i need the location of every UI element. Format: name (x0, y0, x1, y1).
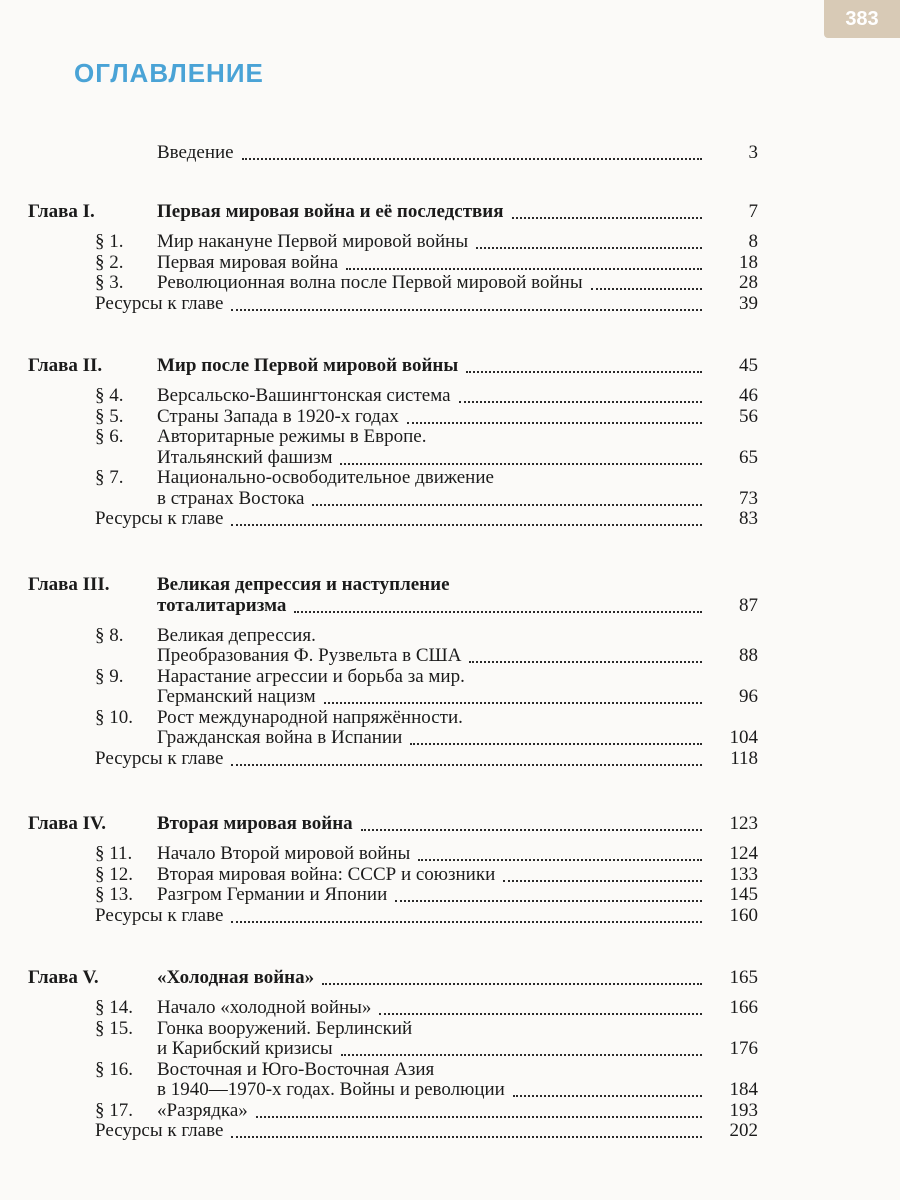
section-page: 133 (729, 863, 758, 885)
toc-section-entry[interactable] (0, 447, 900, 469)
section-number: § 5. (95, 405, 124, 427)
section-title: Страны Запада в 1920-х годах (157, 405, 399, 427)
toc-section-entry[interactable] (0, 1018, 900, 1040)
section-page: 166 (729, 997, 758, 1018)
toc-section-entry[interactable] (0, 1059, 900, 1081)
section-page: 8 (748, 231, 758, 252)
chapter-title: «Холодная война» (157, 967, 315, 988)
section-page: 56 (739, 405, 758, 427)
dot-leader (476, 247, 702, 249)
toc-section-entry[interactable] (0, 488, 900, 510)
section-page: 88 (739, 645, 758, 666)
resources-page: 39 (739, 292, 758, 314)
section-title: Германский нацизм (157, 686, 316, 707)
section-page: 96 (739, 686, 758, 707)
toc-section-entry[interactable] (0, 686, 900, 708)
dot-leader (322, 983, 702, 985)
toc-section-entry[interactable] (0, 884, 900, 906)
section-number: § 4. (95, 385, 124, 406)
section-number: § 10. (95, 706, 133, 728)
section-page: 184 (729, 1079, 758, 1100)
chapter-label: Глава III. (28, 574, 110, 595)
dot-leader (231, 921, 702, 923)
resources-label: Ресурсы к главе (95, 508, 224, 529)
chapter-page: 123 (729, 813, 758, 834)
dot-leader (459, 401, 702, 403)
section-title: в 1940—1970-х годах. Войны и революции (157, 1079, 505, 1100)
section-title: Рост международной напряжённости. (157, 706, 463, 728)
toc-resources-entry[interactable] (0, 1120, 900, 1142)
dot-leader (346, 268, 702, 270)
section-number: § 17. (95, 1099, 133, 1121)
section-number: § 6. (95, 426, 124, 447)
chapter-title: Вторая мировая война (157, 813, 353, 834)
dot-leader (410, 743, 702, 745)
dot-leader (231, 764, 702, 766)
resources-page: 83 (739, 508, 758, 529)
toc-section-entry[interactable] (0, 843, 900, 865)
resources-label: Ресурсы к главе (95, 904, 224, 926)
toc-section-entry[interactable] (0, 997, 900, 1019)
page-number: 383 (824, 0, 900, 38)
resources-page: 118 (730, 747, 758, 769)
chapter-label: Глава II. (28, 355, 103, 376)
page-title: ОГЛАВЛЕНИЕ (74, 58, 264, 88)
chapter-label: Глава I. (28, 201, 95, 222)
section-title: и Карибский кризисы (157, 1038, 333, 1059)
dot-leader (256, 1116, 702, 1118)
resources-page: 160 (729, 904, 758, 926)
dot-leader (512, 217, 702, 219)
chapter-title: тоталитаризма (157, 594, 287, 616)
toc-section-entry[interactable] (0, 1100, 900, 1122)
toc-section-entry[interactable] (0, 231, 900, 253)
section-page: 46 (739, 385, 758, 406)
toc-resources-entry[interactable] (0, 293, 900, 315)
toc-section-entry[interactable] (0, 1038, 900, 1060)
toc-section-entry[interactable] (0, 727, 900, 749)
toc-section-entry[interactable] (0, 707, 900, 729)
section-number: § 7. (95, 467, 124, 488)
chapter-title: Первая мировая война и её последствия (157, 201, 504, 222)
toc-section-entry[interactable] (0, 625, 900, 647)
section-page: 104 (729, 727, 758, 748)
dot-leader (469, 661, 702, 663)
dot-leader (418, 859, 702, 861)
section-number: § 12. (95, 863, 133, 885)
section-title: в странах Востока (157, 487, 305, 509)
section-title: Начало «холодной войны» (157, 997, 372, 1018)
section-title: Великая депрессия. (157, 624, 316, 646)
toc-section-entry[interactable] (0, 1079, 900, 1101)
chapter-title: Мир после Первой мировой войны (157, 355, 459, 376)
section-number: § 3. (95, 272, 124, 293)
section-title: Гонка вооружений. Берлинский (157, 1017, 413, 1039)
dot-leader (513, 1095, 702, 1097)
dot-leader (231, 524, 702, 526)
toc-section-entry[interactable] (0, 467, 900, 489)
dot-leader (591, 288, 702, 290)
toc-section-entry[interactable] (0, 406, 900, 428)
section-title: Начало Второй мировой войны (157, 843, 411, 864)
section-title: Итальянский фашизм (157, 446, 333, 468)
section-number: § 9. (95, 665, 124, 687)
section-title: Восточная и Юго-Восточная Азия (157, 1058, 435, 1080)
section-number: § 1. (95, 231, 124, 252)
toc-resources-entry[interactable] (0, 748, 900, 770)
dot-leader (294, 611, 702, 613)
section-number: § 13. (95, 884, 133, 905)
section-page: 145 (729, 884, 758, 905)
section-title: Преобразования Ф. Рузвельта в США (157, 645, 462, 666)
section-title: Национально-освободительное движение (157, 467, 494, 488)
section-title: Первая мировая война (157, 251, 339, 273)
toc-chapter-heading[interactable] (0, 355, 900, 377)
toc-entry-intro[interactable] (0, 142, 900, 164)
dot-leader (503, 880, 702, 882)
toc-section-entry[interactable] (0, 385, 900, 407)
dot-leader (340, 463, 702, 465)
resources-label: Ресурсы к главе (95, 1120, 224, 1141)
section-number: § 11. (95, 843, 133, 864)
section-title: Революционная волна после Первой мировой войны (157, 272, 583, 293)
dot-leader (231, 1136, 702, 1138)
toc-section-entry[interactable] (0, 426, 900, 448)
toc-section-entry[interactable] (0, 645, 900, 667)
section-title: Авторитарные режимы в Европе. (157, 426, 427, 447)
dot-leader (324, 702, 702, 704)
dot-leader (407, 422, 702, 424)
section-number: § 2. (95, 251, 124, 273)
section-page: 28 (739, 272, 758, 293)
chapter-page: 45 (739, 355, 758, 376)
chapter-label: Глава IV. (28, 813, 107, 834)
section-page: 176 (729, 1038, 758, 1059)
chapter-label: Глава V. (28, 967, 99, 988)
dot-leader (361, 829, 702, 831)
section-title: «Разрядка» (157, 1099, 248, 1121)
section-title: Гражданская война в Испании (157, 727, 403, 748)
section-title: Разгром Германии и Японии (157, 884, 388, 905)
section-number: § 14. (95, 997, 133, 1018)
dot-leader (466, 371, 702, 373)
section-number: § 16. (95, 1058, 133, 1080)
section-page: 65 (739, 446, 758, 468)
dot-leader (231, 309, 702, 311)
section-page: 73 (739, 487, 758, 509)
section-title: Версальско-Вашингтонская система (157, 385, 451, 406)
chapter-page: 165 (729, 967, 758, 988)
resources-label: Ресурсы к главе (95, 747, 224, 769)
section-page: 193 (729, 1099, 758, 1121)
section-title: Вторая мировая война: СССР и союзники (157, 863, 496, 885)
section-page: 124 (729, 843, 758, 864)
toc-chapter-heading[interactable] (0, 595, 900, 617)
dot-leader (312, 504, 702, 506)
chapter-page: 7 (748, 201, 758, 222)
section-number: § 8. (95, 624, 124, 646)
chapter-page: 87 (739, 594, 758, 616)
resources-label: Ресурсы к главе (95, 292, 224, 314)
toc-section-entry[interactable] (0, 252, 900, 274)
toc-chapter-heading[interactable] (0, 967, 900, 989)
entry-title: Введение (157, 142, 234, 163)
toc-chapter-heading[interactable] (0, 201, 900, 223)
dot-leader (379, 1013, 702, 1015)
toc-chapter-heading[interactable] (0, 813, 900, 835)
resources-page: 202 (729, 1120, 758, 1141)
chapter-title: Великая депрессия и наступление (157, 574, 450, 595)
toc-chapter-heading[interactable] (0, 574, 900, 596)
section-title: Нарастание агрессии и борьба за мир. (157, 665, 465, 687)
dot-leader (242, 158, 702, 160)
section-number: § 15. (95, 1017, 133, 1039)
section-page: 18 (739, 251, 758, 273)
section-title: Мир накануне Первой мировой войны (157, 231, 469, 252)
entry-page: 3 (748, 142, 758, 163)
dot-leader (341, 1054, 702, 1056)
dot-leader (395, 900, 702, 902)
toc-section-entry[interactable] (0, 666, 900, 688)
toc-section-entry[interactable] (0, 864, 900, 886)
toc-section-entry[interactable] (0, 272, 900, 294)
toc-resources-entry[interactable] (0, 905, 900, 927)
toc-resources-entry[interactable] (0, 508, 900, 530)
